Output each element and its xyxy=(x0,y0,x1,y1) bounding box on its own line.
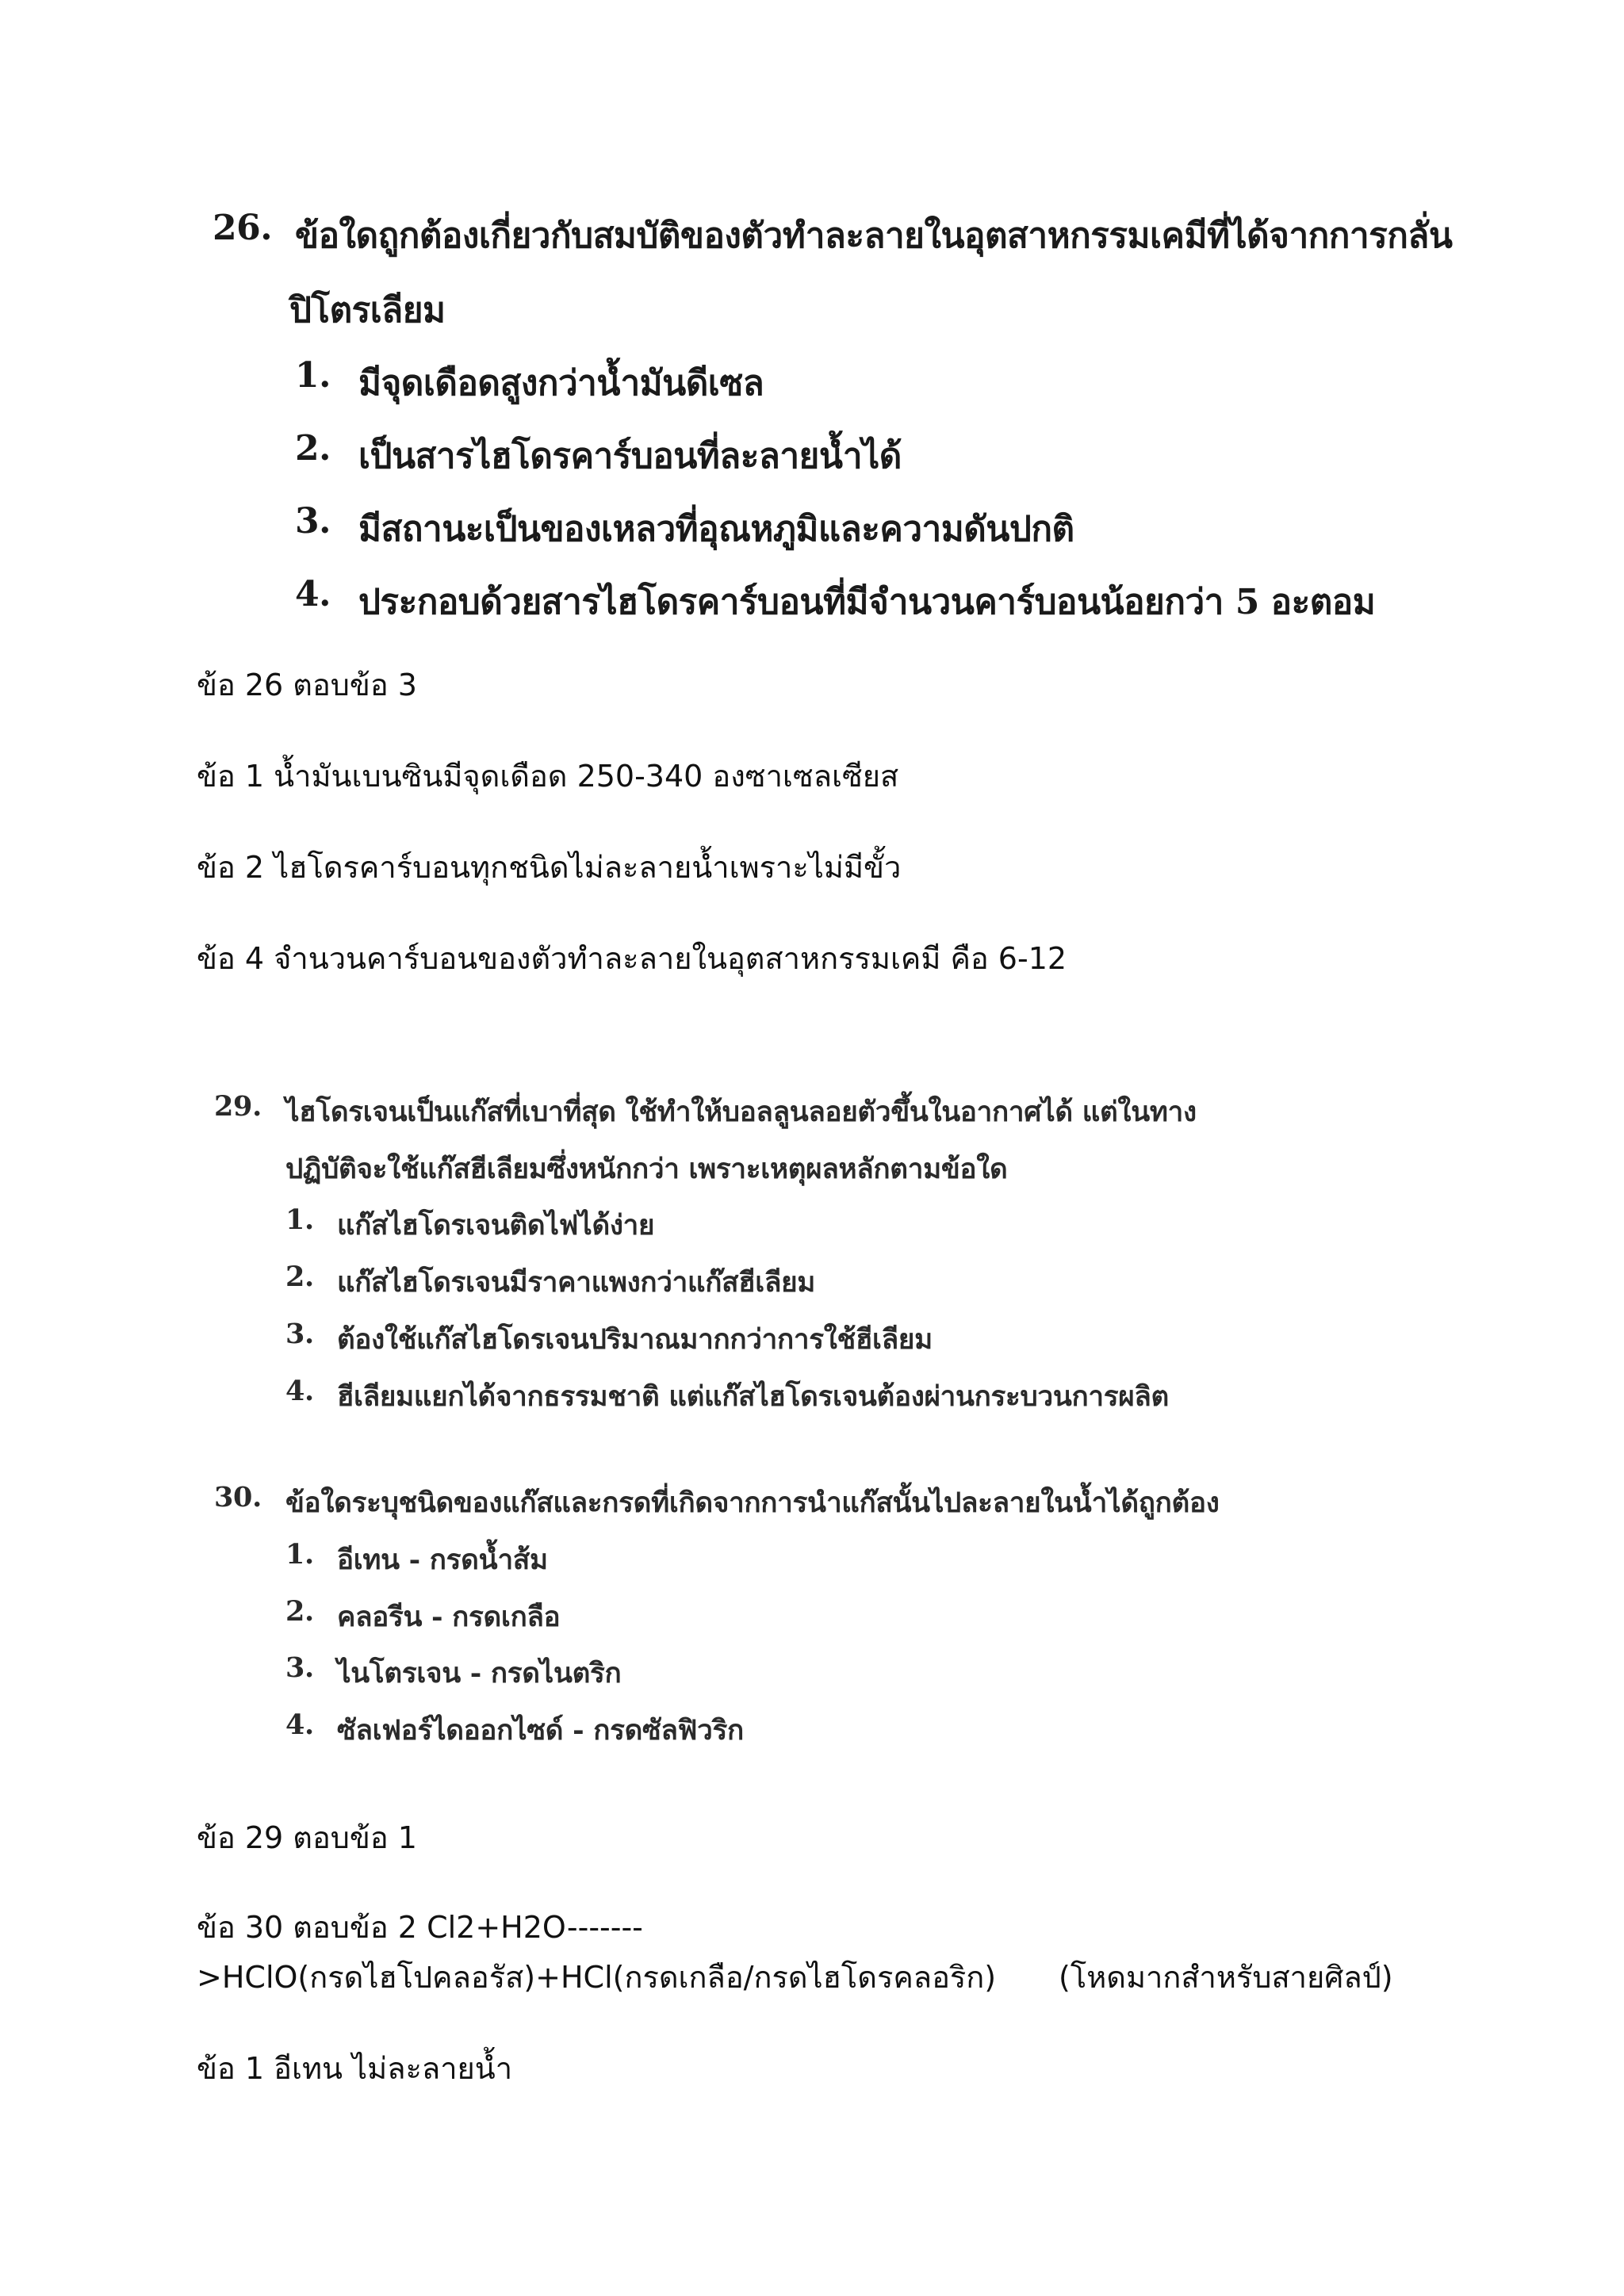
question-26-text-line1: ข้อใดถูกต้องเกี่ยวกับสมบัติของตัวทำละลายในอุตสาหกรรมเคมีที่ได้จากการกลั่น xyxy=(295,216,1453,256)
question-29-text-line2: ปฏิบัติจะใช้แก๊สฮีเลียมซึ่งหนักกว่า เพราะเหตุผลหลักตามข้อใด xyxy=(285,1153,1008,1185)
choice-number: 3. xyxy=(285,1651,314,1684)
answer-line: ข้อ 4 จำนวนคาร์บอนของตัวทำละลายในอุตสาหกรรมเคมี คือ 6-12 xyxy=(197,941,1067,976)
question-29-text-line1: ไฮโดรเจนเป็นแก๊สที่เบาที่สุด ใช้ทำให้บอลลูนลอยตัวขึ้นในอากาศได้ แต่ในทาง xyxy=(285,1096,1197,1128)
choice-number: 4. xyxy=(285,1709,314,1741)
choice-text: ไนโตรเจน - กรดไนตริก xyxy=(337,1657,622,1689)
choice-number: 4. xyxy=(295,574,331,614)
choice-number: 1. xyxy=(285,1538,314,1571)
choice-number: 2. xyxy=(285,1595,314,1628)
choice-number: 1. xyxy=(295,355,331,396)
choice-text: ซัลเฟอร์ไดออกไซด์ - กรดซัลฟิวริก xyxy=(337,1714,744,1747)
question-29-number: 29. xyxy=(214,1090,262,1123)
choice-number: 4. xyxy=(285,1375,314,1407)
answer-line: ข้อ 1 น้ำมันเบนซินมีจุดเดือด 250-340 องซาเซลเซียส xyxy=(197,759,899,794)
choice-number: 2. xyxy=(295,428,331,469)
choice-text: แก๊สไฮโดรเจนติดไฟได้ง่าย xyxy=(337,1209,655,1242)
question-30-number: 30. xyxy=(214,1481,262,1513)
choice-text: มีจุดเดือดสูงกว่าน้ำมันดีเซล xyxy=(358,363,764,404)
answer-line: ข้อ 26 ตอบข้อ 3 xyxy=(197,668,417,702)
choice-number: 1. xyxy=(285,1203,314,1236)
choice-text: เป็นสารไฮโดรคาร์บอนที่ละลายน้ำได้ xyxy=(358,436,902,476)
choice-text: คลอรีน - กรดเกลือ xyxy=(337,1601,561,1633)
answer-line: >HClO(กรดไฮโปคลอรัส)+HCl(กรดเกลือ/กรดไฮโดรคลอริก) xyxy=(197,1960,997,1995)
question-26-number: 26. xyxy=(213,208,273,248)
question-30-text-line1: ข้อใดระบุชนิดของแก๊สและกรดที่เกิดจากการนำแก๊สนั้นไปละลายในน้ำได้ถูกต้อง xyxy=(285,1487,1220,1519)
choice-text: แก๊สไฮโดรเจนมีราคาแพงกว่าแก๊สฮีเลียม xyxy=(337,1266,816,1299)
choice-text: ต้องใช้แก๊สไฮโดรเจนปริมาณมากกว่าการใช้ฮีเลียม xyxy=(337,1323,933,1356)
answer-line: ข้อ 1 อีเทน ไม่ละลายน้ำ xyxy=(197,2051,513,2086)
question-26-text-line2: ปิโตรเลียม xyxy=(289,290,446,331)
answer-line: ข้อ 29 ตอบข้อ 1 xyxy=(197,1820,417,1855)
choice-text: ฮีเลียมแยกได้จากธรรมชาติ แต่แก๊สไฮโดรเจนต้องผ่านกระบวนการผลิต xyxy=(337,1380,1169,1413)
choice-number: 3. xyxy=(295,501,331,541)
answer-line: ข้อ 30 ตอบข้อ 2 Cl2+H2O------- xyxy=(197,1910,643,1945)
choice-text: อีเทน - กรดน้ำส้ม xyxy=(337,1544,548,1576)
answer-note: (โหดมากสำหรับสายศิลป์) xyxy=(1059,1960,1393,1995)
choice-text: ประกอบด้วยสารไฮโดรคาร์บอนที่มีจำนวนคาร์บอนน้อยกว่า 5 อะตอม xyxy=(358,582,1376,622)
choice-text: มีสถานะเป็นของเหลวที่อุณหภูมิและความดันปกติ xyxy=(358,509,1074,549)
answer-line: ข้อ 2 ไฮโดรคาร์บอนทุกชนิดไม่ละลายน้ำเพราะไม่มีขั้ว xyxy=(197,850,902,885)
choice-number: 3. xyxy=(285,1318,314,1350)
choice-number: 2. xyxy=(285,1261,314,1293)
